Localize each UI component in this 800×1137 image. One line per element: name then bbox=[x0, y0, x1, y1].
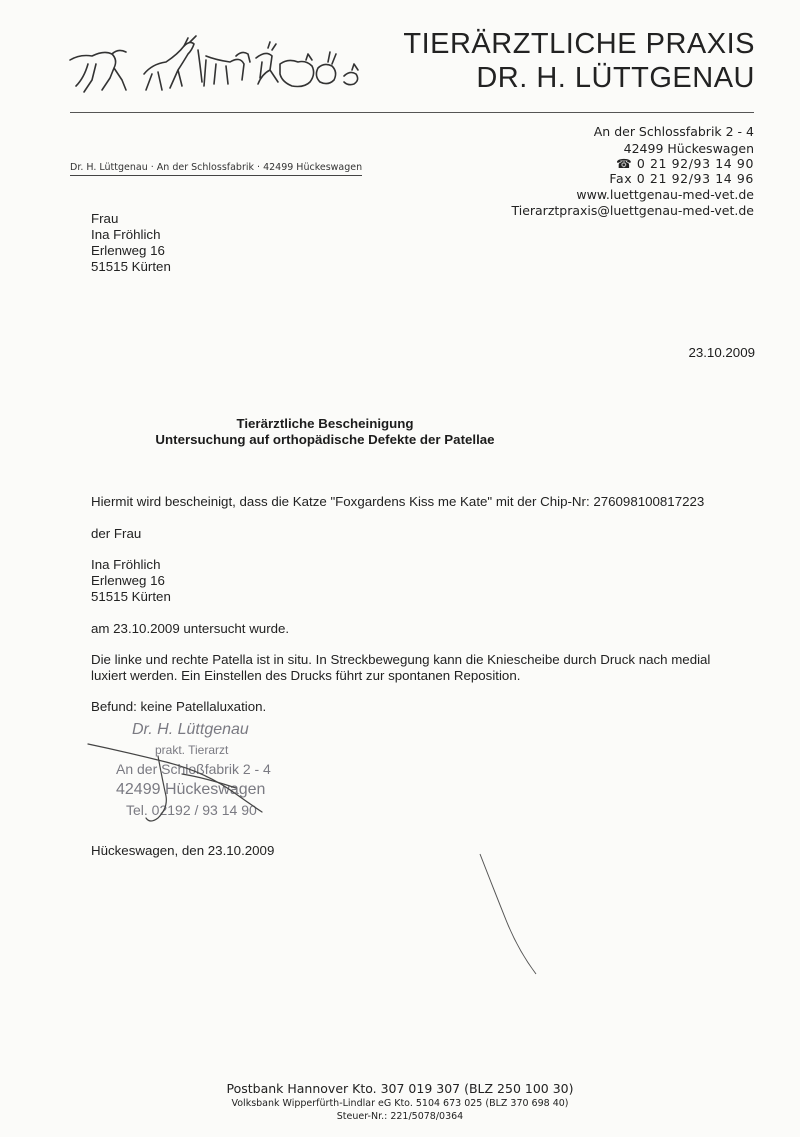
animals-logo-icon bbox=[66, 34, 366, 104]
stamp-city: 42499 Hückeswagen bbox=[116, 781, 266, 798]
footer-bank-1: Postbank Hannover Kto. 307 019 307 (BLZ 250 100 30) bbox=[226, 1081, 574, 1096]
owner-city: 51515 Kürten bbox=[91, 589, 171, 604]
subject-subtitle: Untersuchung auf orthopädische Defekte der Patellae bbox=[155, 432, 495, 447]
stamp-street: An der Schloßfabrik 2 - 4 bbox=[116, 761, 271, 777]
contact-street: An der Schlossfabrik 2 - 4 bbox=[593, 124, 754, 139]
body-der-frau: der Frau bbox=[91, 526, 142, 541]
stamp-name: Dr. H. Lüttgenau bbox=[132, 721, 249, 738]
header-divider bbox=[70, 112, 754, 113]
footer-tax-number: Steuer-Nr.: 221/5078/0364 bbox=[336, 1111, 464, 1122]
finding-line-1: Die linke und rechte Patella ist in situ. In Streckbewegung kann die Kniescheibe durch Druck nach medial bbox=[91, 652, 711, 667]
result-line: Befund: keine Patellaluxation. bbox=[91, 699, 267, 714]
owner-street: Erlenweg 16 bbox=[91, 573, 165, 588]
practice-doctor-name: DR. H. LÜTTGENAU bbox=[476, 62, 755, 94]
pen-stroke bbox=[476, 850, 546, 980]
contact-phone bbox=[616, 156, 754, 171]
sender-return-line: Dr. H. Lüttgenau · An der Schlossfabrik · 42499 Hückeswagen bbox=[70, 162, 362, 176]
body-examined: am 23.10.2009 untersucht wurde. bbox=[91, 621, 290, 636]
body-intro: Hiermit wird bescheinigt, dass die Katze "Foxgardens Kiss me Kate" mit der Chip-Nr: 276098100817223 bbox=[91, 494, 705, 509]
signature-icon bbox=[86, 738, 306, 828]
stamp-title: prakt. Tierarzt bbox=[155, 743, 229, 757]
contact-fax: Fax 0 21 92/93 14 96 bbox=[609, 171, 754, 186]
recipient-salutation: Frau bbox=[91, 211, 119, 226]
contact-website[interactable]: www.luettgenau-med-vet.de bbox=[576, 187, 754, 202]
contact-phone-number: 0 21 92/93 14 90 bbox=[636, 156, 754, 171]
contact-email[interactable]: Tierarztpraxis@luettgenau-med-vet.de bbox=[511, 203, 754, 218]
recipient-street: Erlenweg 16 bbox=[91, 243, 165, 258]
contact-city: 42499 Hückeswagen bbox=[623, 141, 754, 156]
subject-title: Tierärztliche Bescheinigung bbox=[236, 416, 414, 431]
place-date: Hückeswagen, den 23.10.2009 bbox=[91, 843, 275, 858]
telephone-icon: ☎ bbox=[616, 156, 633, 171]
stamp-phone: Tel. 02192 / 93 14 90 bbox=[126, 802, 257, 818]
footer-bank-2: Volksbank Wipperfürth-Lindlar eG Kto. 5104 673 025 (BLZ 370 698 40) bbox=[231, 1098, 569, 1109]
recipient-city: 51515 Kürten bbox=[91, 259, 171, 274]
finding-line-2: luxiert werden. Ein Einstellen des Drucks führt zur spontanen Reposition. bbox=[91, 668, 521, 683]
letter-date: 23.10.2009 bbox=[688, 345, 755, 360]
owner-name: Ina Fröhlich bbox=[91, 557, 161, 572]
practice-title: TIERÄRZTLICHE PRAXIS bbox=[403, 28, 755, 60]
recipient-name: Ina Fröhlich bbox=[91, 227, 161, 242]
